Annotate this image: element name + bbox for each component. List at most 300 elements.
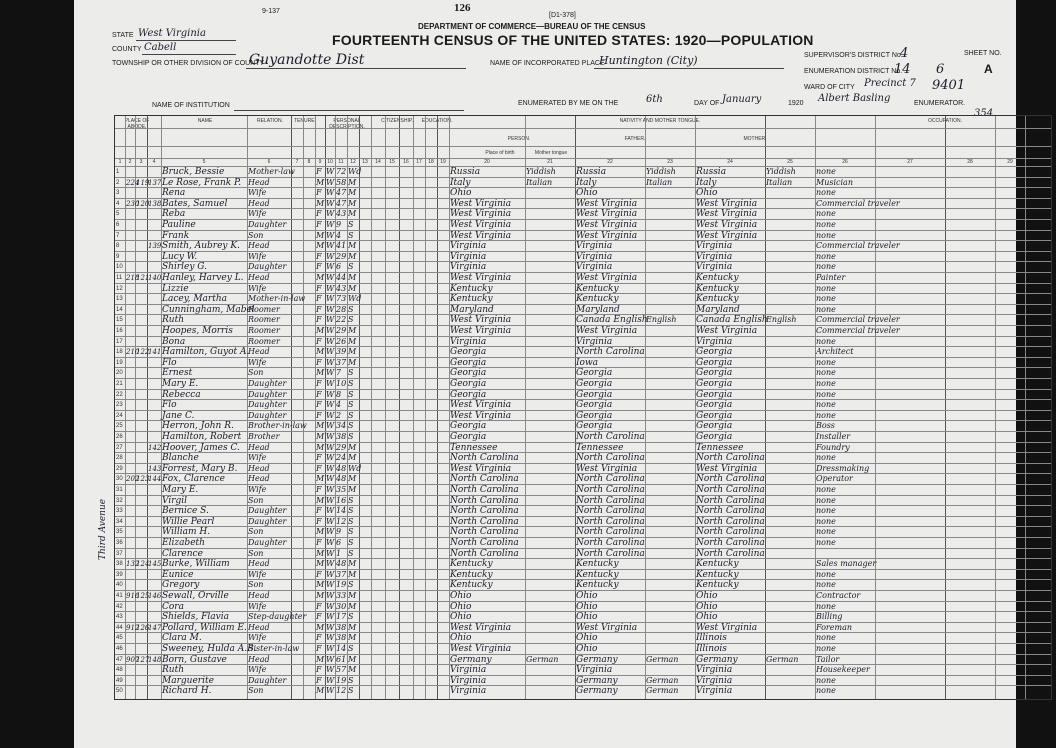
row-number: 19: [116, 359, 123, 366]
cell-fpob: Ohio: [576, 612, 598, 623]
cell-house: 210: [126, 348, 140, 357]
cell-race: W: [326, 644, 335, 653]
cell-race: W: [326, 442, 335, 452]
cell-mpob: Illinois: [696, 633, 727, 644]
cell-ms: M: [348, 241, 357, 251]
cell-tongue: German: [526, 654, 559, 664]
enumerator-name: Albert Basling: [818, 93, 891, 104]
supervisor-label: SUPERVISOR'S DISTRICT No.: [804, 52, 903, 59]
cell-occ: none: [816, 167, 836, 176]
cell-ms: M: [348, 357, 357, 367]
cell-sex: M: [316, 686, 325, 696]
column-number: 29: [1007, 159, 1013, 165]
cell-sex: M: [316, 654, 325, 664]
section-nativity: NATIVITY AND MOTHER TONGUE.: [619, 118, 701, 124]
cell-occ: Foreman: [816, 622, 852, 632]
cell-age: 38: [336, 622, 347, 632]
section-education: EDUCATION.: [421, 118, 453, 124]
row-number: 46: [116, 646, 123, 652]
cell-dwell: 119: [136, 178, 150, 187]
cell-rel: Head: [248, 442, 270, 452]
header-divider: [115, 158, 1051, 159]
cell-ms: M: [348, 347, 357, 357]
row-number: 24: [116, 412, 123, 419]
cell-pob: West Virginia: [450, 622, 512, 633]
cell-mpob: Georgia: [696, 379, 733, 389]
cell-occ: none: [816, 379, 836, 388]
cell-ms: M: [348, 283, 357, 293]
cell-rel: Head: [248, 241, 270, 251]
form-code-right: [D1-378]: [549, 12, 576, 19]
cell-age: 44: [336, 273, 347, 282]
cell-sex: M: [316, 326, 325, 335]
row-number: 4: [116, 200, 120, 207]
cell-ms: S: [348, 675, 354, 685]
cell-pob: West Virginia: [450, 644, 512, 654]
cell-pob: Virginia: [450, 251, 487, 262]
cell-ms: S: [348, 368, 354, 378]
row-number: 36: [116, 540, 123, 546]
cell-occ: Architect: [816, 347, 854, 357]
cell-sex: F: [316, 304, 322, 314]
department-heading: DEPARTMENT OF COMMERCE—BUREAU OF THE CENSUS: [418, 22, 646, 31]
cell-occ: Commercial traveler: [816, 241, 900, 251]
row-number: 25: [116, 423, 123, 430]
cell-mpob: Virginia: [696, 686, 733, 697]
row-number: 50: [116, 688, 123, 695]
cell-age: 9: [336, 527, 342, 537]
cell-name: Ruth: [162, 665, 184, 676]
cell-pob: West Virginia: [450, 400, 512, 411]
cell-sex: M: [316, 230, 325, 240]
section-occupation: OCCUPATION.: [928, 118, 962, 124]
cell-rel: Roomer: [248, 336, 280, 346]
cell-fam: 148: [148, 655, 162, 664]
cell-pob: Virginia: [450, 241, 487, 252]
cell-mpob: Georgia: [696, 347, 733, 358]
cell-pob: Kentucky: [450, 569, 493, 580]
cell-name: Ruth: [162, 315, 184, 326]
cell-pob: North Carolina: [450, 548, 519, 559]
cell-sex: F: [316, 453, 322, 463]
cell-fpob: Virginia: [576, 241, 613, 252]
column-number: 15: [389, 159, 395, 165]
cell-name: Elizabeth: [162, 538, 205, 548]
cell-sex: F: [316, 612, 322, 622]
row-number: 1: [116, 169, 120, 175]
cell-rel: Head: [248, 463, 270, 473]
cell-race: W: [326, 548, 335, 558]
cell-occ: none: [816, 686, 836, 696]
cell-age: 38: [336, 432, 347, 441]
cell-rel: Wife: [248, 251, 267, 261]
cell-fpob: Germany: [576, 675, 618, 686]
cell-name: Hamilton, Robert: [162, 432, 242, 442]
table-row: [115, 685, 1051, 697]
cell-pob: West Virginia: [450, 463, 512, 474]
cell-age: 41: [336, 241, 347, 251]
cell-age: 7: [336, 368, 342, 378]
cell-age: 19: [336, 580, 347, 590]
cell-sex: F: [316, 220, 322, 229]
cell-rel: Head: [248, 474, 270, 484]
cell-rel: Wife: [248, 357, 267, 367]
enum-district-label: ENUMERATION DISTRICT No.: [804, 68, 903, 75]
cell-pob: Virginia: [450, 336, 487, 347]
cell-pob: West Virginia: [450, 198, 512, 209]
cell-age: 8: [336, 389, 342, 399]
cell-race: W: [326, 304, 335, 314]
cell-mpob: Virginia: [696, 241, 733, 252]
cell-occ: Operator: [816, 474, 853, 484]
cell-rel: Daughter: [248, 538, 287, 547]
cell-occ: none: [816, 188, 836, 198]
cell-dwell: 121: [136, 274, 150, 282]
cell-race: W: [326, 357, 335, 367]
cell-pob: Kentucky: [450, 559, 493, 570]
cell-pob: Kentucky: [450, 283, 493, 294]
cell-age: 34: [336, 421, 347, 431]
row-number: 15: [116, 317, 123, 324]
cell-fpob: Georgia: [576, 400, 613, 411]
county-label: COUNTY: [112, 46, 142, 53]
cell-occ: none: [816, 675, 836, 685]
cell-ms: S: [348, 516, 354, 526]
cell-sex: F: [316, 188, 322, 198]
county-underline: [142, 54, 236, 55]
cell-occ: none: [816, 601, 836, 611]
cell-ms: Wd: [348, 463, 362, 473]
cell-race: W: [326, 612, 335, 622]
cell-rel: Wife: [248, 569, 267, 579]
cell-age: 48: [336, 463, 347, 473]
cell-ms: S: [348, 686, 354, 696]
cell-rel: Daughter: [248, 675, 287, 685]
place-underline: [594, 68, 784, 69]
cell-name: Virgil: [162, 495, 188, 506]
sheet-letter: A: [984, 62, 993, 76]
cell-fpob: Iowa: [576, 357, 599, 368]
cell-mpob: Georgia: [696, 421, 733, 432]
cell-pob: Ohio: [450, 188, 472, 199]
cell-pob: Ohio: [450, 633, 472, 644]
cell-age: 12: [336, 686, 347, 696]
cell-occ: Housekeeper: [816, 665, 870, 675]
cell-mpob: Georgia: [696, 410, 733, 421]
cell-rel: Head: [248, 591, 270, 600]
section-tenure: TENURE.: [294, 118, 316, 124]
row-number: 47: [116, 656, 123, 663]
cell-sex: F: [316, 315, 322, 325]
row-number: 21: [116, 381, 123, 387]
cell-fpob: Virginia: [576, 251, 613, 262]
subsection-mother: MOTHER.: [743, 136, 767, 142]
column-number: 2: [128, 159, 132, 165]
cell-name: Hamilton, Guyot A.: [162, 347, 250, 358]
column-number: 23: [667, 159, 673, 165]
cell-sex: F: [316, 294, 322, 304]
cell-fpob: West Virginia: [576, 198, 638, 209]
cell-fpob: Georgia: [576, 368, 613, 379]
cell-name: Flo: [162, 357, 177, 368]
cell-mpob: Virginia: [696, 251, 733, 262]
cell-name: Forrest, Mary B.: [162, 463, 238, 474]
enumeration-month: January: [722, 94, 762, 105]
cell-race: W: [326, 633, 335, 643]
cell-sex: M: [316, 622, 325, 632]
year: 1920: [788, 100, 804, 107]
cell-fpob: North Carolina: [576, 506, 645, 517]
cell-mpob: Tennessee: [696, 442, 744, 453]
row-number: 9: [116, 253, 120, 260]
column-number: 14: [375, 159, 381, 165]
cell-rel: Head: [248, 347, 270, 357]
row-number: 22: [116, 391, 123, 398]
cell-age: 29: [336, 251, 347, 261]
cell-age: 14: [336, 644, 347, 653]
cell-occ: none: [816, 633, 836, 643]
cell-fam: 141: [148, 348, 162, 357]
cell-sex: M: [316, 368, 325, 378]
cell-name: Ernest: [162, 368, 193, 379]
column-number: 22: [607, 159, 613, 165]
cell-mpob: Russia: [696, 167, 727, 177]
cell-name: Hoopes, Morris: [162, 326, 233, 336]
stamp-number: 126: [454, 2, 471, 14]
cell-age: 28: [336, 304, 347, 314]
cell-house: 224: [126, 178, 140, 187]
cell-fpob: Germany: [576, 686, 618, 697]
row-number: 40: [116, 582, 123, 589]
cell-name: Willie Pearl: [162, 516, 215, 527]
cell-fpob: Kentucky: [576, 294, 619, 305]
column-number: 21: [547, 159, 553, 165]
row-number: 30: [116, 476, 123, 483]
cell-pob: Virginia: [450, 665, 487, 676]
cell-age: 37: [336, 569, 347, 579]
row-number: 39: [116, 571, 123, 578]
cell-fpob: Kentucky: [576, 569, 619, 580]
state-underline: [136, 40, 236, 41]
cell-mpob: North Carolina: [696, 453, 765, 464]
cell-mpob: Maryland: [696, 304, 740, 315]
cell-mpob: North Carolina: [696, 516, 765, 527]
cell-rel: Head: [248, 654, 270, 664]
cell-pob: Italy: [450, 177, 471, 188]
row-number: 28: [116, 455, 123, 462]
row-number: 26: [116, 434, 123, 440]
cell-race: W: [326, 188, 335, 198]
row-number: 37: [116, 550, 123, 557]
cell-race: W: [326, 368, 335, 378]
cell-ms: S: [348, 304, 354, 314]
cell-fpob: Georgia: [576, 389, 613, 400]
cell-fpob: Russia: [576, 167, 607, 177]
cell-age: 2: [336, 410, 342, 420]
cell-name: Lacey, Martha: [162, 294, 227, 305]
cell-name: Hoover, James C.: [162, 442, 240, 453]
cell-occ: none: [816, 580, 836, 590]
cell-sex: F: [316, 644, 322, 653]
cell-occ: Installer: [816, 432, 851, 441]
cell-occ: none: [816, 410, 836, 420]
cell-sex: F: [316, 262, 322, 272]
cell-sex: M: [316, 474, 325, 484]
cell-sex: F: [316, 379, 322, 388]
cell-age: 58: [336, 177, 347, 187]
cell-house: 916: [126, 592, 140, 600]
cell-fpob: Georgia: [576, 379, 613, 389]
cell-rel: Mother-in-law: [248, 294, 306, 304]
cell-race: W: [326, 177, 335, 187]
cell-rel: Head: [248, 177, 270, 187]
cell-mpob: North Carolina: [696, 527, 765, 538]
cell-sex: F: [316, 485, 322, 494]
cell-mpob: North Carolina: [696, 474, 765, 485]
row-number: 27: [116, 444, 123, 451]
cell-age: 10: [336, 379, 347, 388]
cell-house: 218: [126, 274, 140, 282]
cell-occ: none: [816, 209, 836, 219]
cell-sex: F: [316, 665, 322, 675]
cell-rel: Son: [248, 527, 264, 537]
cell-fpob: Virginia: [576, 262, 613, 273]
cell-mpob: West Virginia: [696, 230, 758, 241]
cell-fpob: Kentucky: [576, 559, 619, 570]
cell-occ: Dressmaking: [816, 463, 870, 473]
cell-fpob: North Carolina: [576, 516, 645, 527]
cell-ms: S: [348, 410, 354, 420]
place-value: Huntington (City): [599, 54, 698, 67]
cell-name: Richard H.: [162, 686, 212, 697]
state-value: West Virginia: [138, 28, 206, 39]
cell-age: 29: [336, 442, 347, 452]
cell-rel: Brother-in-law: [248, 421, 307, 431]
row-number: 31: [116, 487, 123, 493]
cell-fpob: North Carolina: [576, 495, 645, 506]
township-label: TOWNSHIP OR OTHER DIVISION OF COUNTY: [112, 60, 265, 67]
cell-pob: Georgia: [450, 389, 487, 400]
cell-mpob: Virginia: [696, 336, 733, 347]
cell-ms: S: [348, 495, 354, 505]
cell-sex: F: [316, 569, 322, 579]
cell-race: W: [326, 591, 335, 600]
cell-rel: Daughter: [248, 506, 287, 516]
cell-dwell: 123: [136, 475, 150, 484]
cell-mtongue: English: [766, 315, 797, 325]
cell-rel: Wife: [248, 633, 267, 643]
row-number: 29: [116, 465, 123, 472]
cell-sex: F: [316, 410, 322, 420]
cell-age: 12: [336, 516, 347, 526]
column-number: 16: [403, 159, 409, 165]
cell-ms: Wd: [348, 294, 362, 304]
row-number: 13: [116, 296, 123, 303]
cell-pob: North Carolina: [450, 538, 519, 548]
census-table: [114, 115, 1052, 700]
township-underline: [246, 68, 466, 69]
cell-race: W: [326, 315, 335, 325]
column-number: 26: [842, 159, 848, 165]
cell-age: 6: [336, 538, 342, 547]
cell-ms: M: [348, 601, 357, 611]
cell-name: Born, Gustave: [162, 654, 227, 665]
cell-occ: none: [816, 527, 836, 537]
row-number: 11: [116, 275, 123, 281]
cell-ms: S: [348, 538, 354, 547]
row-number: 18: [116, 349, 123, 356]
cell-pob: North Carolina: [450, 453, 519, 464]
cell-fam: 138: [148, 199, 162, 208]
cell-fpob: Canada English: [576, 315, 648, 326]
cell-sex: M: [316, 591, 325, 600]
cell-age: 26: [336, 336, 347, 346]
place-label: NAME OF INCORPORATED PLACE: [490, 60, 605, 67]
cell-sex: M: [316, 548, 325, 558]
cell-name: Rebecca: [162, 389, 201, 400]
cell-ms: S: [348, 315, 354, 325]
cell-fpob: Ohio: [576, 633, 598, 644]
cell-race: W: [326, 326, 335, 335]
cell-sex: M: [316, 347, 325, 357]
cell-age: 4: [336, 230, 342, 240]
cell-dwell: 126: [136, 623, 150, 632]
cell-race: W: [326, 463, 335, 473]
cell-rel: Head: [248, 622, 270, 632]
cell-occ: Foundry: [816, 442, 850, 452]
cell-name: Mary E.: [162, 485, 199, 495]
cell-fpob: North Carolina: [576, 548, 645, 559]
cell-mtongue: Yiddish: [766, 167, 796, 176]
cell-race: W: [326, 230, 335, 240]
cell-name: Flo: [162, 400, 177, 411]
cell-sex: F: [316, 167, 322, 176]
cell-pob: Ohio: [450, 612, 472, 623]
cell-ms: S: [348, 220, 354, 229]
column-number: 5: [202, 159, 206, 165]
cell-rel: Son: [248, 368, 264, 378]
row-number: 2: [116, 179, 120, 186]
cell-pob: Virginia: [450, 686, 487, 697]
cell-name: Herron, John R.: [162, 421, 234, 432]
cell-rel: Wife: [248, 283, 267, 293]
cell-occ: Painter: [816, 273, 846, 282]
cell-mpob: Canada English: [696, 315, 768, 326]
cell-rel: Head: [248, 198, 270, 208]
row-number: 8: [116, 243, 120, 250]
row-number: 32: [116, 497, 123, 504]
cell-name: Marguerite: [162, 675, 214, 686]
cell-fam: 139: [148, 242, 162, 251]
cell-age: 6: [336, 262, 342, 272]
person-place-of-birth-head: Place of birth: [485, 150, 515, 156]
cell-sex: F: [316, 675, 322, 685]
cell-pob: Kentucky: [450, 294, 493, 305]
cell-mpob: Kentucky: [696, 283, 739, 294]
row-number: 20: [116, 370, 123, 377]
cell-fpob: West Virginia: [576, 209, 638, 220]
column-number: 3: [139, 159, 143, 165]
cell-pob: Georgia: [450, 368, 487, 379]
cell-race: W: [326, 241, 335, 251]
cell-pob: West Virginia: [450, 230, 512, 241]
cell-mpob: Kentucky: [696, 273, 739, 283]
cell-name: Burke, William: [162, 559, 230, 570]
cell-age: 33: [336, 591, 347, 600]
cell-ms: S: [348, 421, 354, 431]
row-number: 23: [116, 402, 123, 409]
cell-sex: F: [316, 506, 322, 516]
